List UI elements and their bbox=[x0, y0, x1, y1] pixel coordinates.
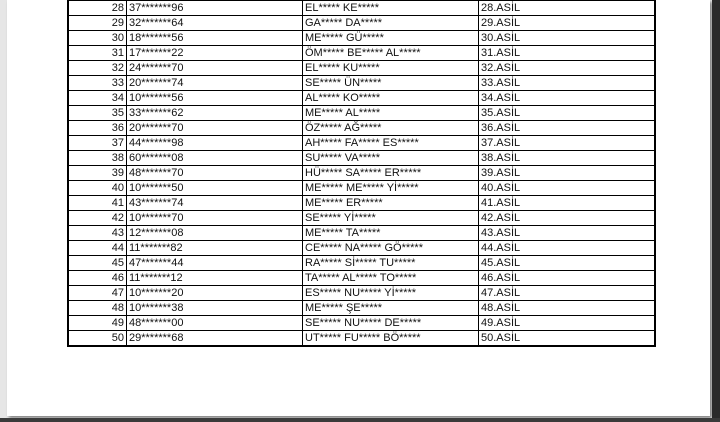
row-number-cell: 28 bbox=[68, 1, 127, 16]
id-number-cell: 10*******70 bbox=[127, 211, 303, 226]
name-cell: RA***** Sİ***** TU***** bbox=[303, 256, 479, 271]
viewer-edge-bottom bbox=[0, 418, 720, 422]
id-number-cell: 10*******50 bbox=[127, 181, 303, 196]
rank-cell: 44.ASİL bbox=[479, 241, 656, 256]
id-number-cell: 33*******62 bbox=[127, 106, 303, 121]
row-number-cell: 42 bbox=[68, 211, 127, 226]
table-row bbox=[68, 1, 655, 16]
rank-cell: 35.ASİL bbox=[479, 106, 656, 121]
table-row bbox=[68, 316, 655, 331]
row-number-cell: 36 bbox=[68, 121, 127, 136]
rank-cell: 50.ASİL bbox=[479, 331, 656, 347]
id-number-cell: 32*******64 bbox=[127, 16, 303, 31]
row-number-cell: 44 bbox=[68, 241, 127, 256]
table-row bbox=[68, 106, 655, 121]
table-row bbox=[68, 16, 655, 31]
rank-cell: 28.ASİL bbox=[479, 1, 656, 16]
table-row bbox=[68, 241, 655, 256]
name-cell: ME***** AL***** bbox=[303, 106, 479, 121]
row-number-cell: 49 bbox=[68, 316, 127, 331]
name-cell: ES***** NU***** Yİ***** bbox=[303, 286, 479, 301]
table-row bbox=[68, 76, 655, 91]
rank-cell: 45.ASİL bbox=[479, 256, 656, 271]
rank-cell: 40.ASİL bbox=[479, 181, 656, 196]
table-row bbox=[68, 256, 655, 271]
id-number-cell: 18*******56 bbox=[127, 31, 303, 46]
name-cell: UT***** FU***** BÖ***** bbox=[303, 331, 479, 347]
rank-cell: 48.ASİL bbox=[479, 301, 656, 316]
table-row bbox=[68, 181, 655, 196]
rank-cell: 31.ASİL bbox=[479, 46, 656, 61]
row-number-cell: 32 bbox=[68, 61, 127, 76]
name-cell: TA***** AL***** TO***** bbox=[303, 271, 479, 286]
rank-cell: 33.ASİL bbox=[479, 76, 656, 91]
id-number-cell: 43*******74 bbox=[127, 196, 303, 211]
row-number-cell: 38 bbox=[68, 151, 127, 166]
name-cell: AL***** KO***** bbox=[303, 91, 479, 106]
rank-cell: 49.ASİL bbox=[479, 316, 656, 331]
table-row bbox=[68, 151, 655, 166]
table-row bbox=[68, 211, 655, 226]
rank-cell: 36.ASİL bbox=[479, 121, 656, 136]
name-cell: ME***** TA***** bbox=[303, 226, 479, 241]
rank-cell: 32.ASİL bbox=[479, 61, 656, 76]
id-number-cell: 47*******44 bbox=[127, 256, 303, 271]
table-row bbox=[68, 286, 655, 301]
rank-cell: 38.ASİL bbox=[479, 151, 656, 166]
rank-cell: 29.ASİL bbox=[479, 16, 656, 31]
row-number-cell: 46 bbox=[68, 271, 127, 286]
table-row bbox=[68, 31, 655, 46]
row-number-cell: 29 bbox=[68, 16, 127, 31]
id-number-cell: 11*******12 bbox=[127, 271, 303, 286]
name-cell: ÖZ***** AĞ***** bbox=[303, 121, 479, 136]
row-number-cell: 37 bbox=[68, 136, 127, 151]
row-number-cell: 43 bbox=[68, 226, 127, 241]
results-table bbox=[67, 0, 656, 347]
name-cell: SE***** Yİ***** bbox=[303, 211, 479, 226]
rank-cell: 42.ASİL bbox=[479, 211, 656, 226]
name-cell: ME***** ER***** bbox=[303, 196, 479, 211]
table-row bbox=[68, 46, 655, 61]
name-cell: ME***** ME***** Yİ***** bbox=[303, 181, 479, 196]
rank-cell: 34.ASİL bbox=[479, 91, 656, 106]
name-cell: AH***** FA***** ES***** bbox=[303, 136, 479, 151]
name-cell: ME***** GÜ***** bbox=[303, 31, 479, 46]
name-cell: ÖM***** BE***** AL***** bbox=[303, 46, 479, 61]
id-number-cell: 44*******98 bbox=[127, 136, 303, 151]
viewer-edge-right bbox=[712, 0, 720, 422]
name-cell: EL***** KU***** bbox=[303, 61, 479, 76]
name-cell: EL***** KE***** bbox=[303, 1, 479, 16]
results-table-body bbox=[68, 1, 655, 347]
id-number-cell: 20*******70 bbox=[127, 121, 303, 136]
name-cell: GA***** DA***** bbox=[303, 16, 479, 31]
row-number-cell: 31 bbox=[68, 46, 127, 61]
rank-cell: 43.ASİL bbox=[479, 226, 656, 241]
row-number-cell: 41 bbox=[68, 196, 127, 211]
rank-cell: 41.ASİL bbox=[479, 196, 656, 211]
table-row bbox=[68, 301, 655, 316]
id-number-cell: 17*******22 bbox=[127, 46, 303, 61]
id-number-cell: 10*******20 bbox=[127, 286, 303, 301]
id-number-cell: 60*******08 bbox=[127, 151, 303, 166]
table-row bbox=[68, 121, 655, 136]
name-cell: SU***** VA***** bbox=[303, 151, 479, 166]
name-cell: SE***** ÜN***** bbox=[303, 76, 479, 91]
id-number-cell: 20*******74 bbox=[127, 76, 303, 91]
row-number-cell: 33 bbox=[68, 76, 127, 91]
table-row bbox=[68, 61, 655, 76]
name-cell: SE***** NU***** DE***** bbox=[303, 316, 479, 331]
row-number-cell: 45 bbox=[68, 256, 127, 271]
rank-cell: 46.ASİL bbox=[479, 271, 656, 286]
rank-cell: 37.ASİL bbox=[479, 136, 656, 151]
rank-cell: 30.ASİL bbox=[479, 31, 656, 46]
id-number-cell: 24*******70 bbox=[127, 61, 303, 76]
row-number-cell: 30 bbox=[68, 31, 127, 46]
table-row bbox=[68, 331, 655, 347]
table-row bbox=[68, 91, 655, 106]
row-number-cell: 40 bbox=[68, 181, 127, 196]
name-cell: ME***** ŞE***** bbox=[303, 301, 479, 316]
table-row bbox=[68, 196, 655, 211]
table-row bbox=[68, 136, 655, 151]
row-number-cell: 39 bbox=[68, 166, 127, 181]
id-number-cell: 12*******08 bbox=[127, 226, 303, 241]
rank-cell: 39.ASİL bbox=[479, 166, 656, 181]
document-page bbox=[7, 0, 710, 416]
row-number-cell: 35 bbox=[68, 106, 127, 121]
id-number-cell: 10*******56 bbox=[127, 91, 303, 106]
id-number-cell: 10*******38 bbox=[127, 301, 303, 316]
name-cell: CE***** NA***** GÖ***** bbox=[303, 241, 479, 256]
id-number-cell: 48*******00 bbox=[127, 316, 303, 331]
id-number-cell: 11*******82 bbox=[127, 241, 303, 256]
table-row bbox=[68, 226, 655, 241]
rank-cell: 47.ASİL bbox=[479, 286, 656, 301]
table-row bbox=[68, 271, 655, 286]
row-number-cell: 34 bbox=[68, 91, 127, 106]
name-cell: HÜ***** SA***** ER***** bbox=[303, 166, 479, 181]
row-number-cell: 50 bbox=[68, 331, 127, 347]
row-number-cell: 47 bbox=[68, 286, 127, 301]
id-number-cell: 48*******70 bbox=[127, 166, 303, 181]
row-number-cell: 48 bbox=[68, 301, 127, 316]
id-number-cell: 37*******96 bbox=[127, 1, 303, 16]
id-number-cell: 29*******68 bbox=[127, 331, 303, 347]
table-row bbox=[68, 166, 655, 181]
